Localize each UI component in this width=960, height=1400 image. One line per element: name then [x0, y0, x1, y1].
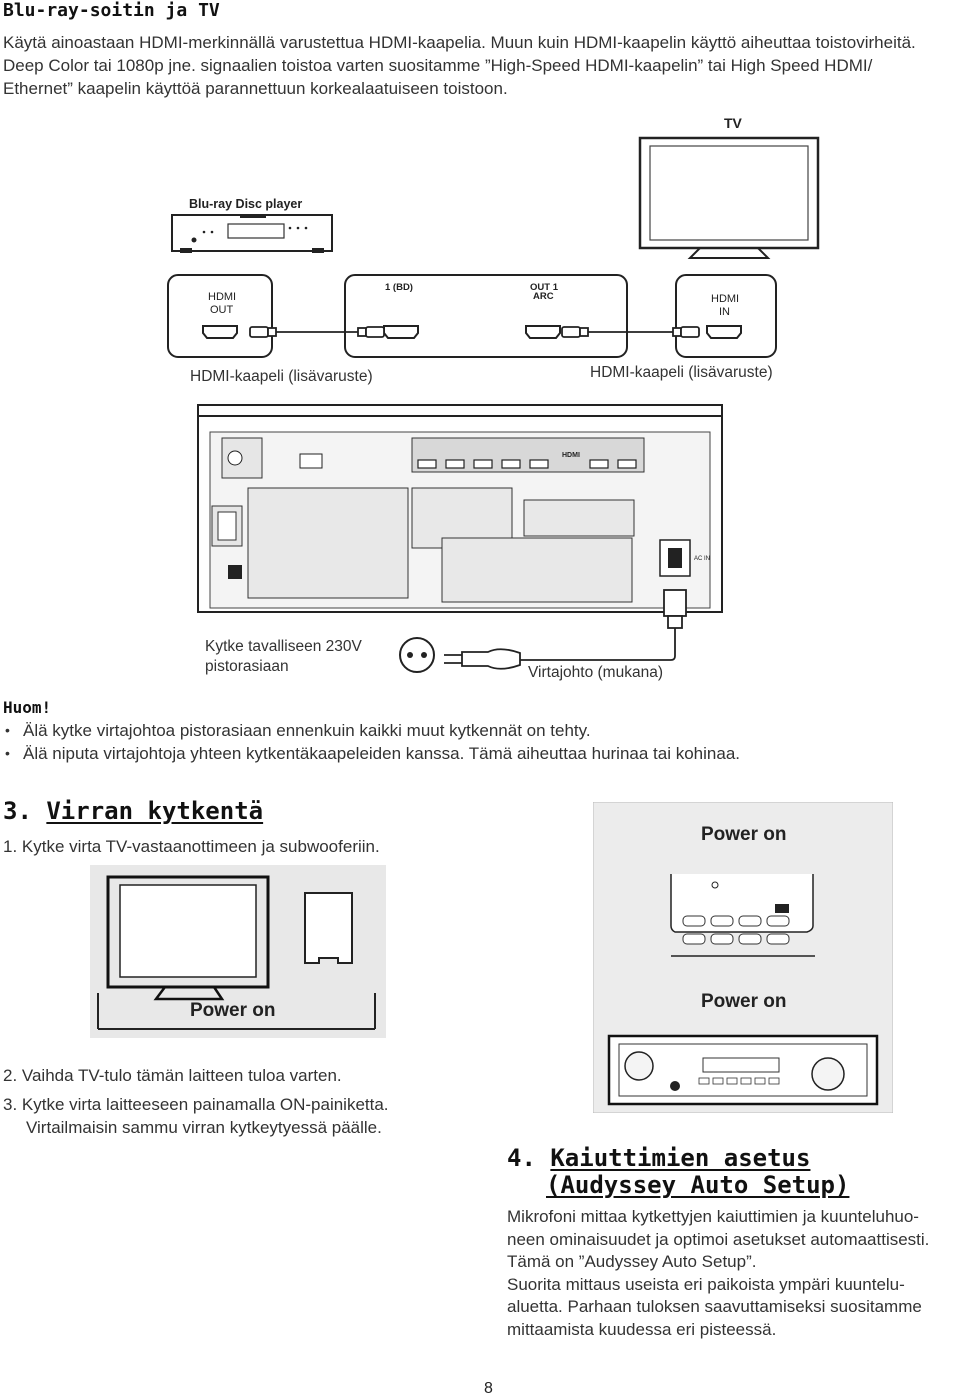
section4-body	[507, 1206, 959, 1341]
tv-illustration	[640, 115, 818, 258]
port-in1-label: 1 (BD)	[385, 282, 413, 293]
intro-line-3: Ethernet” kaapelin käyttöä parannettuun korkealaatuiseen toistoon.	[3, 79, 508, 98]
section4-body-line: Tämä on ”Audyssey Auto Setup”.	[507, 1252, 757, 1271]
section4-body-line: Suorita mittaus useista eri paikoista ympäri kuuntelu-	[507, 1274, 905, 1294]
note-item: • Älä niputa virtajohtoja yhteen kytkentäkaapeleiden kanssa. Tämä aiheuttaa hurinaa tai kohinaa.	[3, 742, 903, 765]
notes-list	[3, 719, 903, 765]
svg-text:AC IN: AC IN	[694, 556, 711, 562]
receiver-hdmi-panel	[345, 275, 627, 357]
hdmi-in-label-1: HDMI	[711, 293, 740, 305]
hdmi-out-label-2: OUT	[210, 304, 234, 316]
svg-text:HDMI: HDMI	[562, 452, 580, 459]
section4-body-line: aluetta. Parhaan tuloksen saavuttamiseksi suositamme	[507, 1297, 922, 1316]
section-heading: Blu-ray-soitin ja TV	[3, 0, 220, 21]
hdmi-in-panel	[676, 275, 776, 357]
outlet-text-2: pistorasiaan	[205, 658, 289, 675]
hdmi-out-panel	[168, 275, 272, 357]
power-on-label: Power on	[190, 1000, 276, 1021]
connection-diagram	[0, 100, 960, 690]
receiver-front-illustration	[609, 1036, 877, 1104]
notes-title: Huom!	[3, 698, 52, 717]
section4-body-line: Mikrofoni mittaa kytkettyjen kaiuttimien ja kuunteluhuo-	[507, 1207, 919, 1226]
hdmi-cable-right	[562, 327, 699, 337]
intro-text	[3, 31, 958, 100]
power-on-label: Power on	[701, 991, 787, 1012]
hdmi-out-label-1: HDMI	[208, 291, 237, 303]
section4-body-line: neen ominaisuudet ja optimoi asetukset automaattisesti.	[507, 1229, 930, 1249]
section4-heading	[507, 1145, 849, 1199]
step-3	[3, 1093, 389, 1139]
section4-number: 4.	[507, 1144, 536, 1172]
section3-title: Virran kytkentä	[46, 797, 264, 825]
step-1: 1. Kytke virta TV-vastaanottimeen ja subwooferiin.	[3, 837, 380, 856]
step-2: 2. Vaihda TV-tulo tämän laitteen tuloa varten.	[3, 1066, 342, 1085]
power-on-illustration	[593, 802, 893, 1113]
step-3-line-1: 3. Kytke virta laitteeseen painamalla ON-painiketta.	[3, 1095, 389, 1114]
page-number: 8	[484, 1380, 493, 1397]
cable-label-left: HDMI-kaapeli (lisävaruste)	[190, 368, 373, 385]
note-item: • Älä kytke virtajohtoa pistorasiaan ennenkuin kaikki muut kytkennät on tehty.	[3, 719, 903, 742]
player-label: Blu-ray Disc player	[189, 197, 303, 211]
section3-number: 3.	[3, 797, 32, 825]
power-on-label: Power on	[701, 824, 787, 845]
receiver-rear-panel	[198, 405, 722, 612]
bluray-player-illustration	[172, 197, 332, 253]
step-3-line-2: Virtailmaisin sammu virran kytkeytyessä päälle.	[26, 1118, 382, 1137]
port-out1-label-2: ARC	[533, 291, 554, 302]
section4-body-line: mittaamista kuudessa eri pisteessä.	[507, 1319, 777, 1339]
outlet-text-1: Kytke tavalliseen 230V	[205, 638, 362, 655]
section4-title-2: (Audyssey Auto Setup)	[546, 1171, 850, 1199]
power-cord-label: Virtajohto (mukana)	[528, 664, 663, 681]
section4-title-1: Kaiuttimien asetus	[550, 1144, 811, 1172]
port-out1-label-1: OUT 1	[530, 282, 558, 293]
hdmi-cable-left	[250, 327, 384, 337]
wall-outlet	[400, 638, 434, 672]
tv-label: TV	[724, 115, 742, 131]
cable-label-right: HDMI-kaapeli (lisävaruste)	[590, 364, 773, 381]
hdmi-in-label-2: IN	[719, 306, 730, 318]
tv-subwoofer-illustration	[90, 865, 386, 1038]
intro-line-2: Deep Color tai 1080p jne. signaalien toistoa varten suositamme ”High-Speed HDMI-kaapelin” tai High Speed HDMI/	[3, 56, 873, 75]
intro-line-1: Käytä ainoastaan HDMI-merkinnällä varustettua HDMI-kaapelia. Muun kuin HDMI-kaapelin käyttö aiheuttaa toistovirheitä.	[3, 33, 916, 52]
section3-heading	[3, 797, 263, 825]
